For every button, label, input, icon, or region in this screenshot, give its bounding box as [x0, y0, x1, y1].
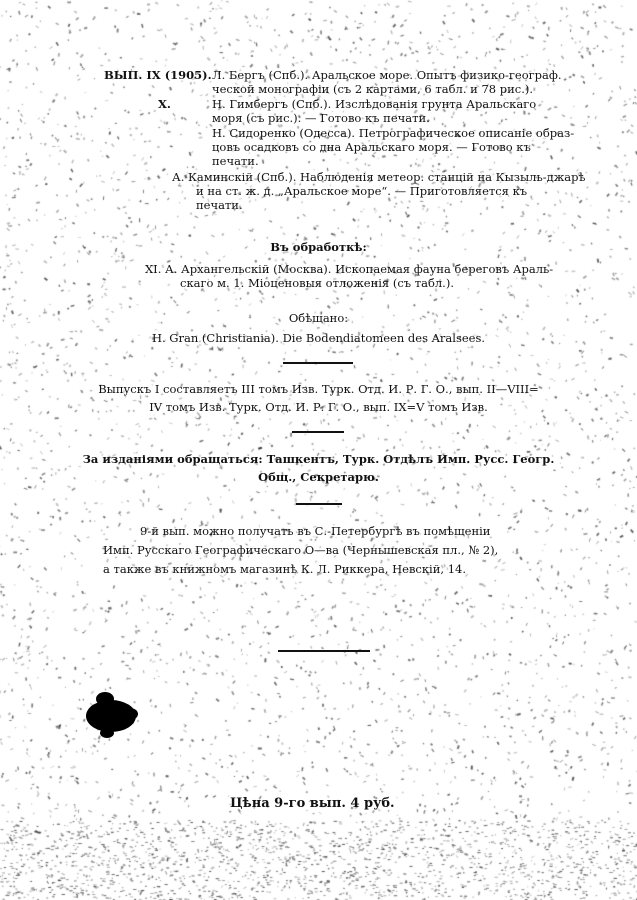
entry-sidorenko-line-2: цовъ осадковъ со дна Аральскаго моря. — Готово къ	[212, 140, 531, 154]
availability-note-line-3: а также въ книжномъ магазинѣ К. Л. Риккера, Невскій, 14.	[103, 562, 466, 576]
entry-ix-label: ВЫП. IX (1905).	[104, 68, 212, 82]
ink-blot-splash-1	[96, 692, 114, 706]
entry-sidorenko-line-3: печати.	[212, 154, 259, 168]
availability-note-line-2: Имп. Русскаго Географическаго О—ва (Чернышевская пл., № 2),	[103, 543, 499, 557]
price-line: Цѣна 9-го вып. 4 руб.	[230, 796, 395, 811]
separator-rule-2	[292, 431, 344, 433]
entry-kaminsky-line-2: и на ст. ж. д. „Аральское море“. — Приготовляется къ	[196, 184, 528, 198]
entry-sidorenko-line-1: Н. Сидоренко (Одесса). Петрографическое описаніе образ-	[212, 126, 575, 140]
entry-x-label: X.	[158, 97, 171, 111]
separator-rule-1	[283, 362, 353, 364]
volume-note-line-1: Выпускъ I составляетъ III томъ Изв. Турк. Отд. И. Р. Г. О., вып. II—VIII=	[98, 382, 539, 396]
in-preparation-line-1: XI. А. Архангельскій (Москва). Ископаемая фауна береговъ Араль-	[145, 262, 554, 276]
entry-kaminsky-line-1: А. Каминскій (Спб.). Наблюденія метеор. станцій на Кызыль-джарѣ	[172, 170, 586, 184]
volume-note-line-2: IV томъ Изв. Турк. Отд. И. Р. Г. О., вып. IX=V томъ Изв.	[149, 400, 488, 414]
entry-ix-line-2: ческой монографіи (съ 2 картами, 6 табл. и 78 рис.).	[212, 82, 534, 96]
in-preparation-line-2: скаго м. 1. Міоценовыя отложенія (съ табл.).	[180, 276, 454, 290]
orders-note-line-1: За изданіями обращаться: Ташкентъ, Турк. Отдѣлъ Имп. Русс. Геогр.	[82, 452, 555, 466]
entry-x-line-2: моря (съ рис.). — Готово къ печати.	[212, 111, 430, 125]
ink-blot-splash-3	[100, 728, 114, 738]
entry-ix-line-1: Л. Бергъ (Спб.). Аральское море. Опытъ физико-географ.	[212, 68, 562, 82]
separator-rule-3	[296, 503, 342, 505]
ink-blot-splash-2	[122, 708, 138, 720]
orders-note-line-2: Общ., Секретарю.	[258, 470, 379, 484]
separator-rule-4	[278, 650, 370, 652]
availability-note-line-1: 9-й вып. можно получать въ С.-Петербургѣ въ помѣщеніи	[140, 524, 491, 538]
entry-kaminsky-line-3: печати.	[196, 198, 243, 212]
promised-heading: Обѣщано:	[288, 311, 349, 325]
in-preparation-heading: Въ обработкѣ:	[270, 240, 367, 254]
entry-x-line-1: Н. Гимбергъ (Спб.). Изслѣдованія грунта Аральскаго	[212, 97, 537, 111]
promised-line: H. Gran (Christiania). Die Bodendiatomeen des Aralsees.	[151, 331, 486, 345]
